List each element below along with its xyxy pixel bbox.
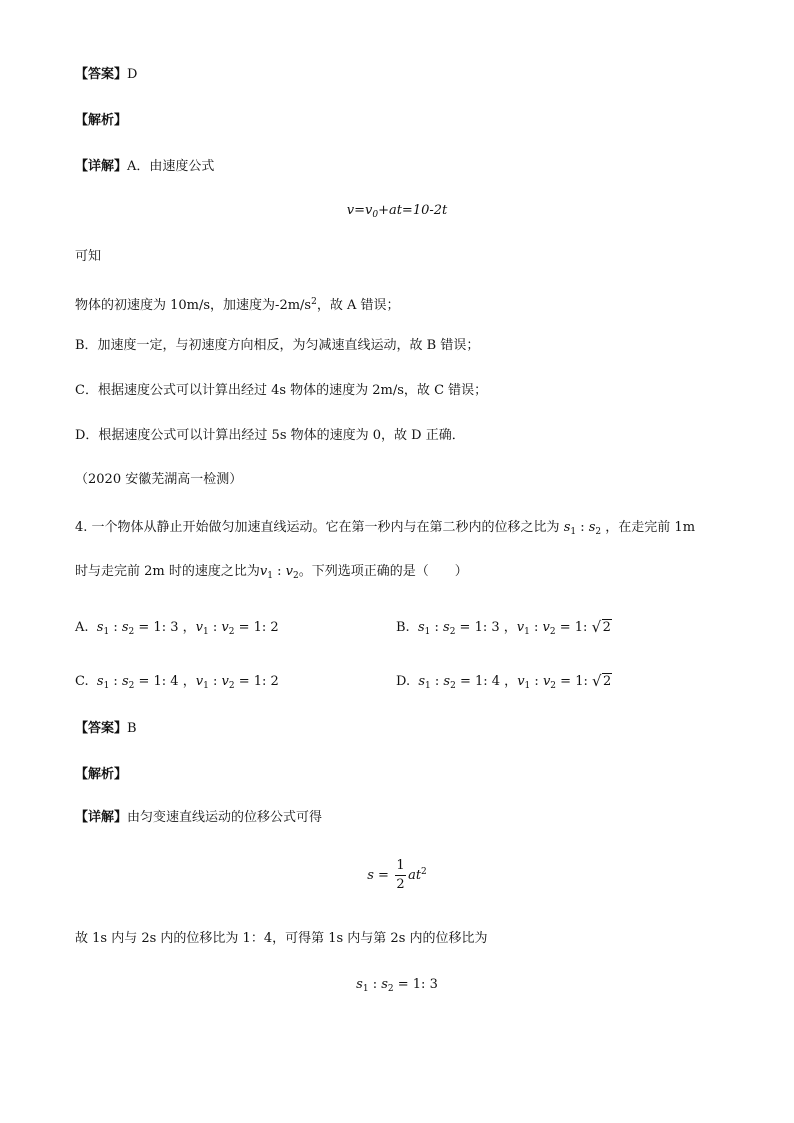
ratio-formula: $s_1$ : $s_2 = 1$: 3 bbox=[356, 977, 438, 994]
question-4-line-1: 4. 一个物体从静止开始做匀加速直线运动。它在第一秒内与在第二秒内的位移之比为 $s_1$ : $s_2$ ，在走完前 1m bbox=[75, 520, 696, 537]
explanation-c: C．根据速度公式可以计算出经过 4s 物体的速度为 2m/s，故 C 错误； bbox=[75, 383, 488, 398]
analysis-label-1: 【解析】 bbox=[75, 113, 128, 128]
detail-line-2: 【详解】由匀变速直线运动的位移公式可得 bbox=[75, 810, 323, 825]
detail-text: A．由速度公式 bbox=[127, 159, 215, 174]
answer-line-2: 【答案】B bbox=[75, 721, 137, 736]
source-note: （2020 安徽芜湖高一检测） bbox=[75, 472, 243, 487]
option-d[interactable]: D. $s_1$ : $s_2 = 1$: 4 ，$v_1$ : $v_2 = 1$: √ 2 bbox=[396, 670, 612, 691]
explanation-a: 物体的初速度为 10m/s，加速度为$-2m/s^2$，故 A 错误； bbox=[75, 297, 400, 313]
explanation-d: D．根据速度公式可以计算出经过 5s 物体的速度为 0，故 D 正确． bbox=[75, 428, 465, 443]
answer-line-1 bbox=[75, 66, 137, 84]
answer-value: D bbox=[127, 67, 138, 82]
detail-line-1 bbox=[75, 158, 214, 176]
answer-label: 【答案】 bbox=[75, 67, 128, 82]
explanation-b: B．加速度一定，与初速度方向相反，为匀减速直线运动，故 B 错误； bbox=[75, 338, 480, 353]
option-b[interactable]: B. $s_1$ : $s_2 = 1$: 3 ，$v_1$ : $v_2 = 1$: √ 2 bbox=[396, 616, 612, 637]
option-a[interactable]: A. $s_1$ : $s_2 = 1$: 3 ，$v_1$ : $v_2 = 1$: 2 bbox=[75, 620, 279, 637]
analysis-label-2: 【解析】 bbox=[75, 767, 128, 782]
ratio-explanation: 故 1s 内与 2s 内的位移比为 1：4，可得第 1s 内与第 2s 内的位移比为 bbox=[75, 931, 488, 946]
kezhi-line: 可知 bbox=[75, 249, 102, 264]
question-4-line-2: 时与走完前 2m 时的速度之比为$v_1$ : $v_2$。下列选项正确的是（ ） bbox=[75, 564, 468, 581]
option-c[interactable]: C. $s_1$ : $s_2 = 1$: 4 ，$v_1$ : $v_2 = 1$: 2 bbox=[75, 674, 279, 691]
detail-label: 【详解】 bbox=[75, 159, 128, 174]
velocity-formula: $v=v_0+at=10-2t$ bbox=[346, 203, 448, 220]
displacement-formula: s = $\frac{1}{2}$ $at^2$ bbox=[367, 858, 427, 892]
answer-value-2: B bbox=[127, 721, 137, 736]
